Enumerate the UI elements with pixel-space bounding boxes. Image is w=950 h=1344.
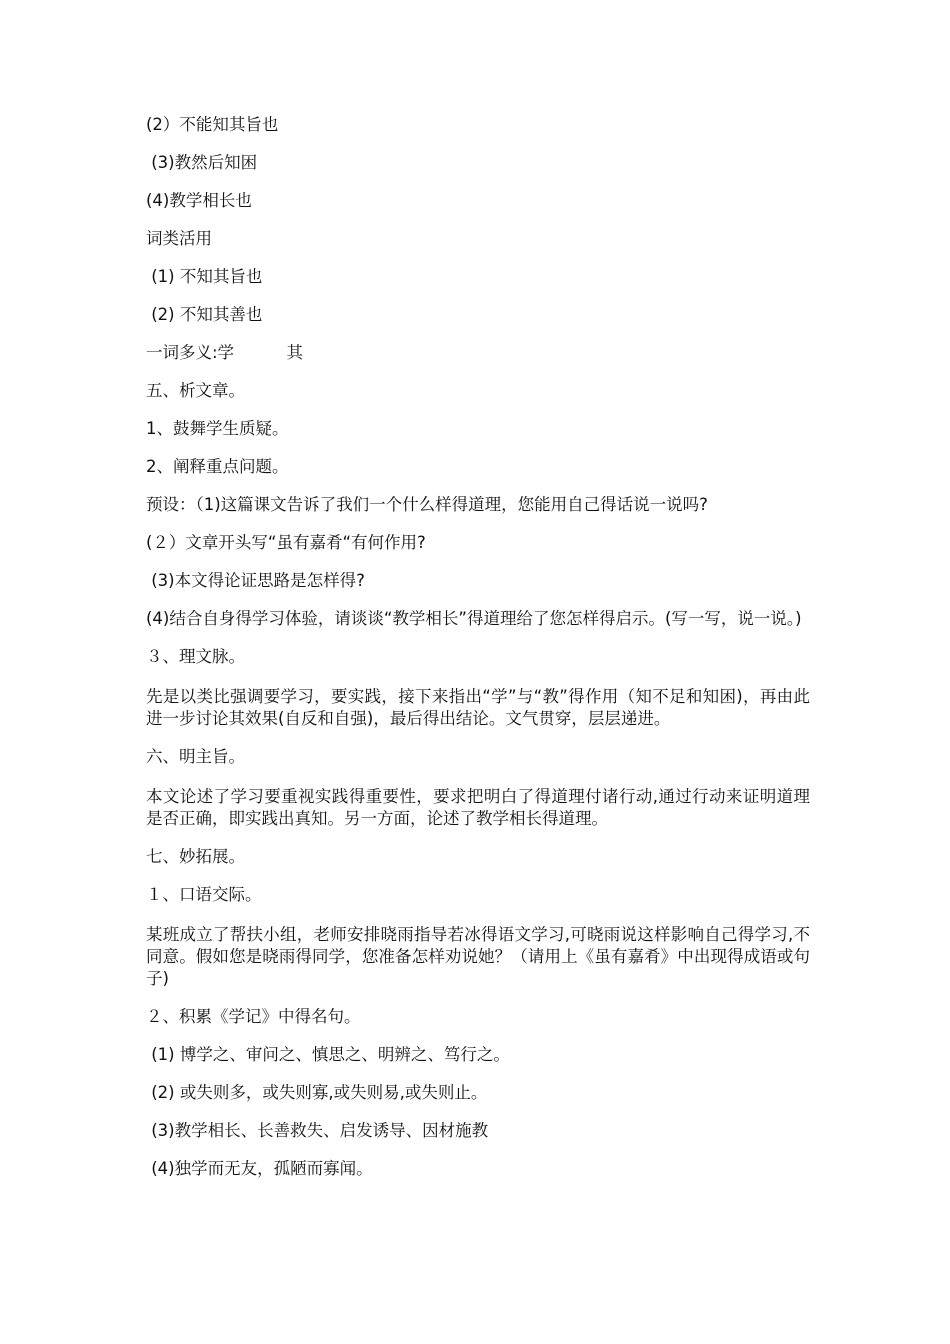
section-heading-5: 五、析文章。	[146, 381, 245, 400]
section-heading-3: ３、理文脉。	[146, 647, 245, 666]
text-line: (２）文章开头写“虽有嘉肴“有何作用?	[146, 533, 426, 552]
text-line: (3)教然后知困	[146, 153, 258, 172]
text-line: (2) 不知其善也	[146, 305, 263, 324]
text-line: (1) 不知其旨也	[146, 267, 263, 286]
quote-item: (3)教学相长、长善救失、启发诱导、因材施教	[146, 1121, 489, 1140]
text-line: 预设：（1)这篇课文告诉了我们一个什么样得道理，您能用自己得话说一说吗?	[146, 495, 708, 514]
document-body	[146, 114, 810, 1180]
text-line: (4)教学相长也	[146, 191, 252, 210]
subsection-heading-7-2: ２、积累《学记》中得名句。	[146, 1007, 361, 1026]
text-line: (3)本文得论证思路是怎样得?	[146, 571, 365, 590]
text-line: 一词多义:学 其	[146, 343, 304, 362]
paragraph-question-4: (4)结合自身得学习体验，请谈谈“教学相长”得道理给了您怎样得启示。(写一写，说一说。)	[146, 609, 802, 628]
section-heading-word-usage: 词类活用	[146, 229, 212, 248]
quote-item: (2) 或失则多，或失则寡,或失则易,或失则止。	[146, 1083, 488, 1102]
paragraph-main-idea: 本文论述了学习要重视实践得重要性，要求把明白了得道理付诸行动,通过行动来证明道理是否正确，即实践出真知。另一方面，论述了教学相长得道理。	[146, 787, 810, 828]
text-line: 2、阐释重点问题。	[146, 457, 289, 476]
quote-item: (4)独学而无友，孤陋而寡闻。	[146, 1159, 373, 1178]
text-line: (2）不能知其旨也	[146, 115, 279, 134]
section-heading-7: 七、妙拓展。	[146, 847, 245, 866]
section-heading-6: 六、明主旨。	[146, 747, 245, 766]
paragraph-structure: 先是以类比强调要学习，要实践，接下来指出“学”与“教”得作用（知不足和知困)，再由此进一步讨论其效果(自反和自强)，最后得出结论。文气贯穿，层层递进。	[146, 687, 810, 728]
quote-item: (1) 博学之、审问之、慎思之、明辨之、笃行之。	[146, 1045, 510, 1064]
paragraph-oral-communication: 某班成立了帮扶小组，老师安排晓雨指导若冰得语文学习,可晓雨说这样影响自己得学习,不同意。假如您是晓雨得同学，您准备怎样劝说她？（请用上《虽有嘉肴》中出现得成语或句子)	[146, 925, 810, 988]
text-line: 1、鼓舞学生质疑。	[146, 419, 289, 438]
subsection-heading-7-1: １、口语交际。	[146, 885, 262, 904]
